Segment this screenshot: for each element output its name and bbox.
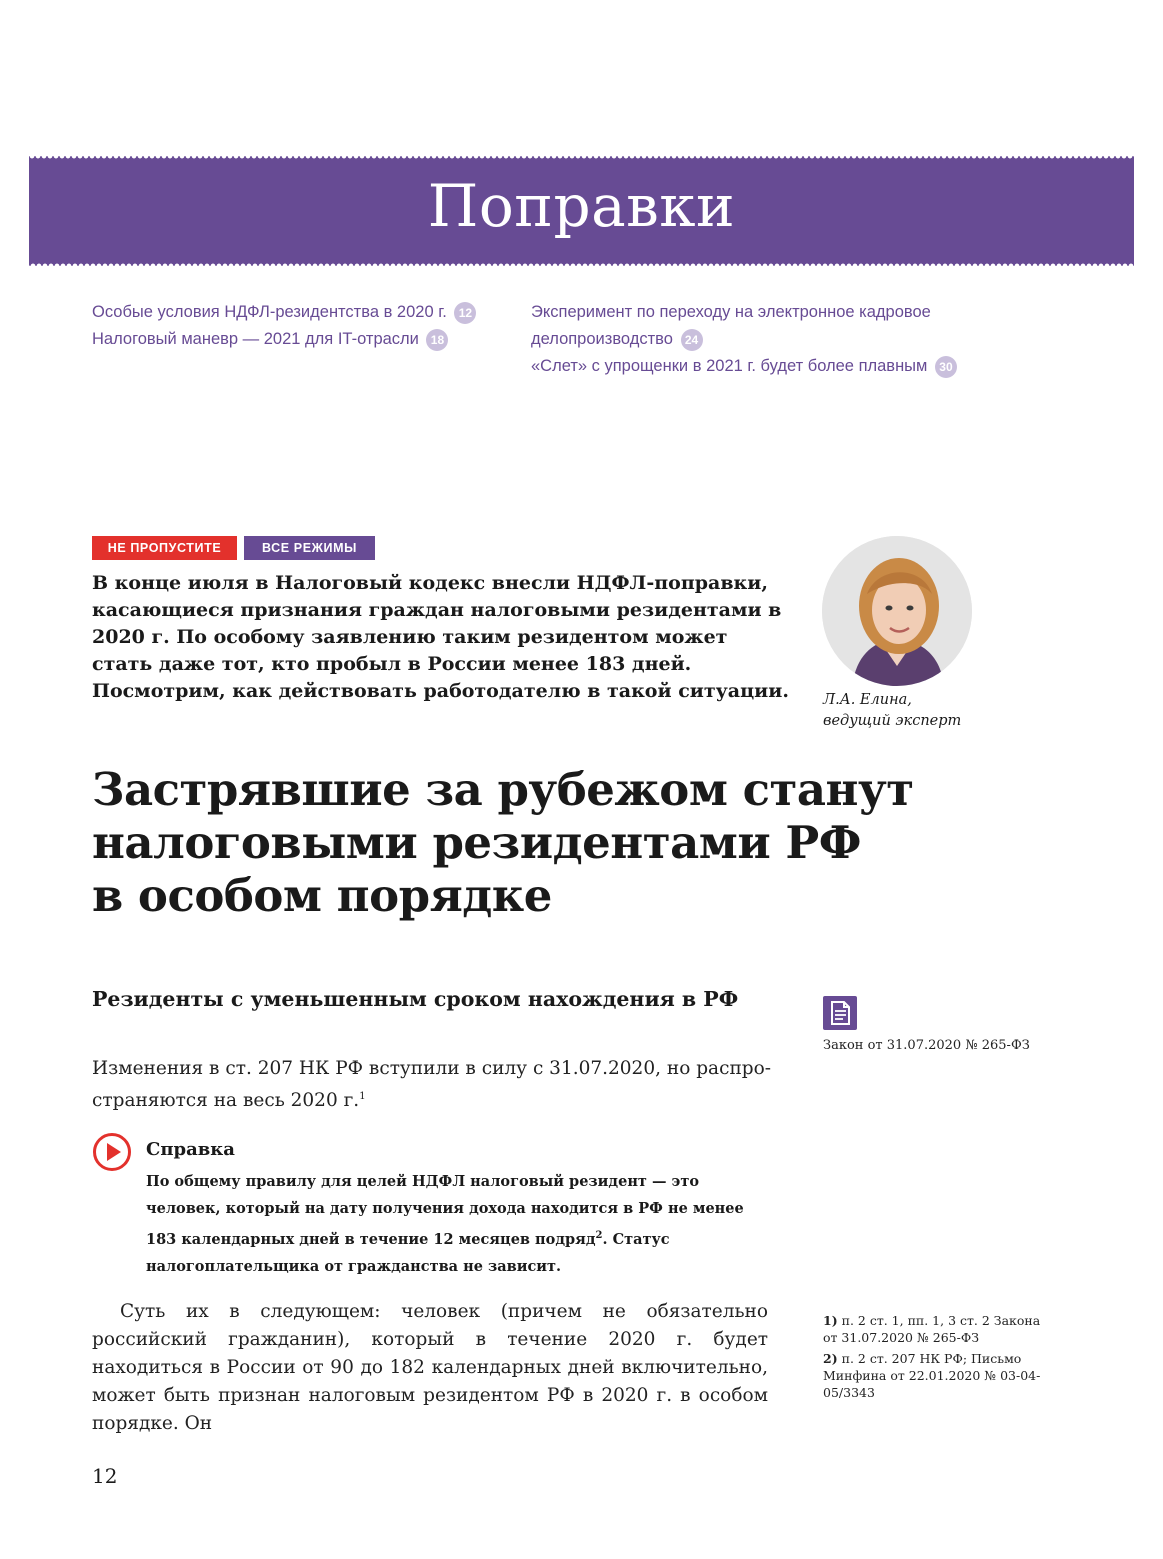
author-portrait-icon xyxy=(822,536,972,686)
reference-body xyxy=(146,1168,776,1280)
related-link[interactable] xyxy=(92,326,476,353)
footnote-marker[interactable]: 1 xyxy=(359,1091,366,1102)
related-links-right xyxy=(531,299,957,380)
reference-title: Справка xyxy=(146,1139,235,1160)
footnote xyxy=(823,1312,1043,1346)
footnote-text: п. 2 ст. 1, пп. 1, 3 ст. 2 Закона от 31.07.2020 № 265-ФЗ xyxy=(823,1313,1041,1345)
headline-line: Застрявшие за рубежом станут xyxy=(92,763,914,816)
page-number: 12 xyxy=(92,1464,118,1488)
section-subheading: Резиденты с уменьшенным сроком нахождения в РФ xyxy=(92,987,739,1011)
body-paragraph: Суть их в следующем: человек (причем не обязательно российский гражданин), который в течение 2020 г. будет находиться в России от 90 до 182 календарных дней включительно, может быть признан налоговым резидентом РФ в 2020 г. в особом порядке. Он xyxy=(92,1301,768,1434)
page-badge: 18 xyxy=(426,329,448,351)
intro-paragraph xyxy=(92,1055,772,1115)
footnotes xyxy=(823,1312,1043,1405)
author-name: Л.А. Елина, xyxy=(823,692,912,708)
banner-perforated-edge xyxy=(29,262,1134,266)
author-caption xyxy=(823,690,961,732)
footnote-marker[interactable]: 2 xyxy=(595,1230,603,1241)
page-badge: 12 xyxy=(454,302,476,324)
related-link-text[interactable]: «Слет» с упрощенки в 2021 г. будет более плавным xyxy=(531,357,928,375)
footnote xyxy=(823,1350,1043,1401)
related-link[interactable] xyxy=(531,353,957,380)
intro-text: Изменения в ст. 207 НК РФ вступили в силу с 31.07.2020, но распро-страняются на весь 2020 г. xyxy=(92,1058,772,1112)
play-icon xyxy=(92,1132,132,1172)
lead-paragraph: В конце июля в Налоговый кодекс внесли НДФЛ-поправки, касающиеся признания граждан налоговыми резидентами в 2020 г. По особому заявлению таким резидентом может стать даже тот, кто пробыл в России менее 183 дней. Посмотрим, как действовать работодателю в такой ситуации. xyxy=(92,572,789,702)
footnote-number: 2) xyxy=(823,1351,838,1366)
page-badge: 24 xyxy=(681,329,703,351)
section-banner xyxy=(29,156,1134,266)
banner-perforated-edge xyxy=(29,156,1134,160)
reference-text: По общему правилу для целей НДФЛ налоговый резидент — это человек, который на дату получения дохода находится в РФ не менее 183 календарных дней в течение 12 месяцев подряд xyxy=(146,1173,744,1248)
headline-line: налоговыми резидентами РФ xyxy=(92,816,861,869)
author-photo xyxy=(822,536,972,686)
related-links-left xyxy=(92,299,476,353)
headline-line: в особом порядке xyxy=(92,869,552,922)
tag-all-regimes: ВСЕ РЕЖИМЫ xyxy=(244,536,375,560)
related-link[interactable] xyxy=(531,326,957,353)
related-link-text[interactable]: Особые условия НДФЛ-резидентства в 2020 г. xyxy=(92,303,447,321)
document-icon xyxy=(823,996,857,1030)
reference-text: . Статус налогоплательщика от гражданства не зависит. xyxy=(146,1230,670,1275)
footnote-text: п. 2 ст. 207 НК РФ; Письмо Минфина от 22.01.2020 № 03-04-05/3343 xyxy=(823,1351,1041,1400)
author-role: ведущий эксперт xyxy=(823,713,962,729)
related-link[interactable] xyxy=(92,299,476,326)
article-headline xyxy=(92,763,1052,922)
law-reference: Закон от 31.07.2020 № 265-ФЗ xyxy=(823,1038,1030,1053)
related-link-text[interactable]: Налоговый маневр — 2021 для IT-отрасли xyxy=(92,330,419,348)
page-badge: 30 xyxy=(935,356,957,378)
footnote-number: 1) xyxy=(823,1313,838,1328)
section-title: Поправки xyxy=(427,172,736,240)
related-link[interactable] xyxy=(531,299,957,326)
tag-dont-miss: НЕ ПРОПУСТИТЕ xyxy=(92,536,237,560)
related-link-text[interactable]: Эксперимент по переходу на электронное кадровое xyxy=(531,303,931,321)
related-link-text[interactable]: делопроизводство xyxy=(531,330,673,348)
